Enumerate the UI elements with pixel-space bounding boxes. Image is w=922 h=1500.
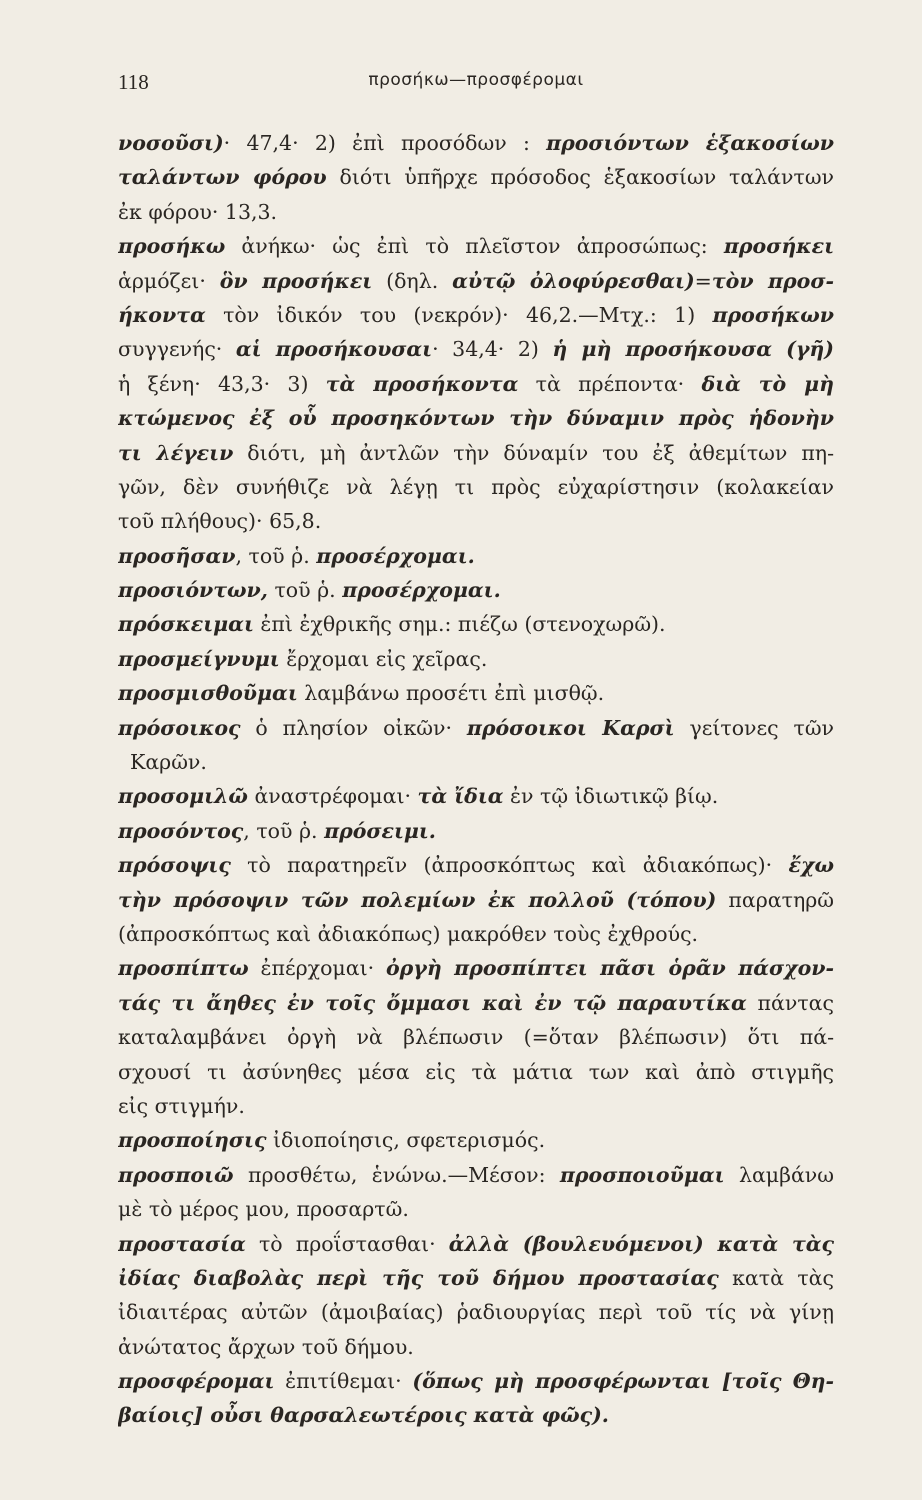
text-line <box>118 1158 834 1192</box>
text-line <box>118 401 834 435</box>
headword-text: ἰδίας διαβολὰς περὶ τῆς τοῦ δήμου προστασίας <box>118 1265 719 1290</box>
headword-text: τάς τι ἄηθες ἐν τοῖς ὄμμασι καὶ ἐν τῷ παραυτίκα <box>118 990 747 1015</box>
definition-text: σχουσί τι ἀσύνηθες μέσα εἰς τὰ μάτια των καὶ ἀπὸ στιγμῆς <box>118 1059 834 1084</box>
definition-text: · 34,4· 2) <box>432 337 553 362</box>
text-line <box>118 1089 834 1123</box>
headword-text: πρόσοικος <box>118 715 241 740</box>
headword-text: ήκοντα <box>118 302 206 327</box>
definition-text: ἡ ξένη· 43,3· 3) <box>118 371 326 396</box>
definition-text: συγγενής· <box>118 337 236 362</box>
text-line <box>118 951 834 985</box>
definition-text: ἐν τῷ ἰδιωτικῷ βίῳ. <box>503 784 719 809</box>
text-line <box>118 1020 834 1054</box>
definition-text: κατὰ τὰς <box>718 1265 834 1290</box>
text-line <box>118 195 834 229</box>
definition-text: Καρῶν. <box>130 750 207 775</box>
headword-text: προσμείγνυμι <box>118 646 280 671</box>
text-line <box>118 917 834 951</box>
text-line <box>118 1123 834 1157</box>
headword-text: τὸν προσ- <box>711 268 834 293</box>
headword-text: πρόσκειμαι <box>118 612 254 637</box>
definition-text: ἀνώτατος ἄρχων τοῦ δήμου. <box>118 1334 414 1359</box>
headword-text: τὰ ἴδια <box>417 784 504 809</box>
text-line <box>118 332 834 366</box>
definition-text: = <box>694 268 712 293</box>
dictionary-entries <box>118 126 834 1433</box>
headword-text: ἀλλὰ (βουλευόμενοι) κατὰ τὰς <box>448 1231 834 1256</box>
definition-text: γείτονες τῶν <box>674 715 834 740</box>
headword-text: προσομιλῶ <box>118 784 248 809</box>
definition-text: τὰ πρέποντα· <box>518 371 702 396</box>
headword-text: βαίοις] οὖσι θαρσαλεωτέροις κατὰ φῶς). <box>118 1403 609 1428</box>
headword-text: τι λέγειν <box>118 440 234 465</box>
definition-text: διότι, μὴ ἀντλῶν τὴν δύναμίν του ἐξ ἀθεμίτων πη- <box>233 440 834 465</box>
definition-text: παρατηρῶ <box>716 887 834 912</box>
headword-text: προσήκων <box>712 302 834 327</box>
definition-text: ἐπέρχομαι· <box>248 956 386 981</box>
headword-text: προσέρχομαι. <box>342 578 501 603</box>
text-line <box>118 1330 834 1364</box>
headword-text: προσποιῶ <box>118 1162 234 1187</box>
definition-text: καταλαμβάνει ὀργὴ νὰ βλέπωσιν (=ὅταν βλέπωσιν) ὅτι πά- <box>118 1025 834 1050</box>
definition-text: ἐπὶ ἐχθρικῆς σημ.: πιέζω (στενοχωρῶ). <box>253 612 666 637</box>
definition-text: εἰς στιγμήν. <box>118 1093 245 1118</box>
headword-text: προσόντος <box>118 818 244 843</box>
definition-text: ἰδιοποίησις, σφετερισμός. <box>266 1128 546 1153</box>
definition-text: , τοῦ ῥ. <box>243 818 325 843</box>
headword-text: αὐτῷ ὀλοφύρεσθαι) <box>452 268 695 293</box>
headword-text: προστασία <box>118 1231 246 1256</box>
headword-text: τὴν πρόσοψιν τῶν πολεμίων ἐκ πολλοῦ (τόπου) <box>118 887 717 912</box>
text-line <box>118 642 834 676</box>
definition-text: τὸ παρατηρεῖν (ἀπροσκόπτως καὶ ἀδιακόπως)· <box>230 853 789 878</box>
text-line <box>118 1192 834 1226</box>
headword-text: διὰ τὸ μὴ <box>701 371 834 396</box>
headword-text: προσπίπτω <box>118 956 249 981</box>
definition-text: ἰδιαιτέρας αὐτῶν (ἀμοιβαίας) ῥαδιουργίας περὶ τοῦ τίς νὰ γίνῃ <box>118 1300 834 1325</box>
definition-text: λαμβάνω <box>724 1162 834 1187</box>
text-line <box>118 711 834 745</box>
headword-text: πρόσοικοι Καρσὶ <box>466 715 675 740</box>
definition-text: τοῦ ῥ. <box>267 578 343 603</box>
definition-text: ἐκ φόρου· 13,3. <box>118 199 278 224</box>
definition-text: ἀναστρέφομαι· <box>247 784 418 809</box>
headword-text: προσφέρομαι <box>118 1369 275 1394</box>
definition-text: τὸν ἰδικόν του (νεκρόν)· 46,2.—Μτχ.: 1) <box>205 302 713 327</box>
text-line <box>118 126 834 160</box>
text-line <box>118 1227 834 1261</box>
headword-text: νοσοῦσι) <box>118 131 224 155</box>
headword-text: προσμισθοῦμαι <box>118 681 298 706</box>
headword-text: ὀργὴ προσπίπτει πᾶσι ὁρᾶν πάσχον- <box>385 956 834 981</box>
definition-text: ἐπιτίθεμαι· <box>274 1369 413 1394</box>
text-line <box>118 1398 834 1432</box>
text-line <box>118 779 834 813</box>
text-line <box>118 229 834 263</box>
definition-text: (ἀπροσκόπτως καὶ ἀδιακόπως) μακρόθεν τοὺς ἐχθρούς. <box>118 921 699 946</box>
headword-text: προσποίησις <box>118 1128 267 1153</box>
text-line <box>118 298 834 332</box>
text-line <box>118 1295 834 1329</box>
definition-text: πάντας <box>746 990 834 1015</box>
running-head: προσήκω—προσφέρομαι <box>368 70 584 90</box>
text-line <box>118 745 834 779</box>
headword-text: τὰ προσήκοντα <box>325 371 519 396</box>
definition-text: ὁ πλησίον οἰκῶν· <box>240 715 467 740</box>
text-line <box>118 814 834 848</box>
headword-text: προσήκω <box>118 234 226 259</box>
headword-text: πρόσοψις <box>118 853 231 878</box>
definition-text: · 47,4· 2) ἐπὶ προσόδων : <box>223 131 547 155</box>
text-line <box>118 436 834 470</box>
definition-text: ἀνήκω· ὡς ἐπὶ τὸ πλεῖστον ἀπροσώπως: <box>225 234 724 259</box>
page-header <box>118 70 834 102</box>
text-line <box>118 1364 834 1398</box>
text-line <box>118 539 834 573</box>
headword-text: προσιόντων, <box>118 578 268 603</box>
definition-text: (δηλ. <box>372 268 453 293</box>
headword-text: (ὅπως μὴ προσφέρωνται [τοῖς Θη- <box>412 1369 834 1394</box>
headword-text: ταλάντων φόρου <box>118 165 327 190</box>
definition-text: λαμβάνω προσέτι ἐπὶ μισθῷ. <box>297 681 605 706</box>
text-line <box>118 1261 834 1295</box>
headword-text: προσέρχομαι. <box>316 543 475 568</box>
headword-text: ὃν προσήκει <box>219 268 373 293</box>
headword-text: προσιόντων ἑξακοσίων <box>546 131 834 155</box>
definition-text: προσθέτω, ἑνώνω.—Μέσον: <box>233 1162 560 1187</box>
headword-text: προσήκει <box>723 234 834 259</box>
text-line <box>118 470 834 504</box>
text-line <box>118 986 834 1020</box>
text-line <box>118 367 834 401</box>
text-line <box>118 607 834 641</box>
definition-text: διότι ὑπῆρχε πρόσοδος ἑξακοσίων ταλάντων <box>326 165 834 190</box>
text-line <box>118 504 834 538</box>
definition-text: ἔρχομαι εἰς χεῖρας. <box>279 646 488 671</box>
headword-text: ἡ μὴ προσήκουσα (γῆ) <box>552 337 834 362</box>
headword-text: κτώμενος ἐξ οὗ προσηκόντων τὴν δύναμιν πρὸς ἡδονὴν <box>118 406 834 431</box>
text-line <box>118 573 834 607</box>
headword-text: ἔχω <box>788 853 834 878</box>
headword-text: πρόσειμι. <box>324 818 436 843</box>
definition-text: , τοῦ ῥ. <box>235 543 317 568</box>
definition-text: μὲ τὸ μέρος μου, προσαρτῶ. <box>118 1197 409 1222</box>
headword-text: προσῆσαν <box>118 543 236 568</box>
definition-text: τὸ προΐστασθαι· <box>245 1231 449 1256</box>
page-number: 118 <box>118 70 149 94</box>
text-line <box>118 264 834 298</box>
definition-text: τοῦ πλήθους)· 65,8. <box>118 509 322 534</box>
headword-text: προσποιοῦμαι <box>559 1162 725 1187</box>
text-line <box>118 848 834 882</box>
text-line <box>118 1055 834 1089</box>
headword-text: αἱ προσήκουσαι <box>235 337 433 362</box>
definition-text: γῶν, δὲν συνήθιζε νὰ λέγῃ τι πρὸς εὐχαρίστησιν (κολακείαν <box>118 474 834 499</box>
text-line <box>118 160 834 194</box>
text-line <box>118 883 834 917</box>
definition-text: ἁρμόζει· <box>118 268 220 293</box>
text-line <box>118 676 834 710</box>
